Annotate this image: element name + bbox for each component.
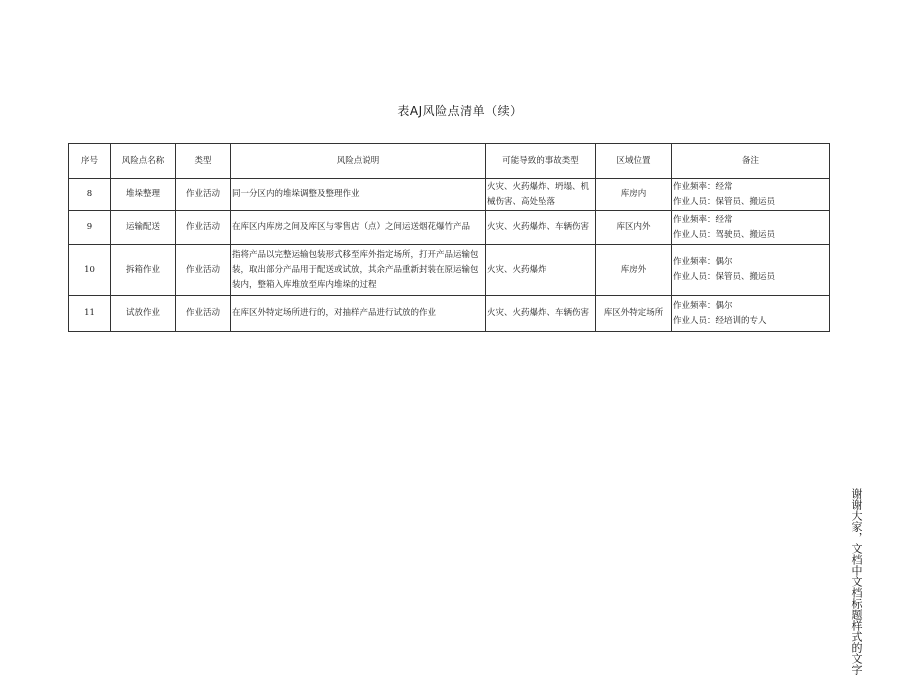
cell-remark [672,245,830,296]
cell-desc: 同一分区内的堆垛调整及整理作业 [231,179,486,211]
header-desc: 风险点说明 [231,144,486,179]
remark-frequency: 作业频率：偶尔 [673,300,733,311]
cell-hazard: 火灾、火药爆炸、车辆伤害 [486,211,596,245]
remark-personnel: 作业人员：驾驶员、搬运员 [673,229,776,240]
cell-name: 堆垛整理 [111,179,176,211]
remark-personnel: 作业人员：经培训的专人 [673,315,767,326]
cell-type: 作业活动 [176,296,231,332]
cell-type: 作业活动 [176,211,231,245]
cell-seq: 9 [69,211,111,245]
cell-type: 作业活动 [176,179,231,211]
cell-remark [672,211,830,245]
header-area: 区域位置 [596,144,672,179]
cell-name: 拆箱作业 [111,245,176,296]
cell-remark [672,296,830,332]
cell-area: 库房内 [596,179,672,211]
page-title: 表AJ风险点清单（续） [397,104,523,118]
cell-hazard: 火灾、火药爆炸、车辆伤害 [486,296,596,332]
risk-point-table [68,143,830,332]
remark-personnel: 作业人员：保管员、搬运员 [673,272,776,282]
table-header-row [69,144,830,179]
cell-desc: 指将产品以完整运输包装形式移至库外指定场所，打开产品运输包装，取出部分产品用于配送或试放，其余产品重新封装在原运输包装内，整箱入库堆放至库内堆垛的过程 [231,245,486,296]
cell-area: 库房外 [596,245,672,296]
remark-frequency: 作业频率：经常 [673,214,733,225]
table-row [69,179,830,211]
cell-desc: 在库区外特定场所进行的，对抽样产品进行试放的作业 [231,296,486,332]
cell-hazard: 火灾、火药爆炸 [486,245,596,296]
side-caption-text: 谢谢大家，文档中文档标题样式的文字 [850,488,863,675]
remark-frequency: 作业频率：偶尔 [673,257,733,267]
header-seq: 序号 [69,144,111,179]
cell-seq: 8 [69,179,111,211]
cell-name: 试放作业 [111,296,176,332]
table-row [69,245,830,296]
header-hazard: 可能导致的事故类型 [486,144,596,179]
cell-area: 库区外特定场所 [596,296,672,332]
table-row [69,296,830,332]
cell-hazard: 火灾、火药爆炸、坍塌、机械伤害、高处坠落 [486,179,596,211]
header-name: 风险点名称 [111,144,176,179]
cell-name: 运输配送 [111,211,176,245]
cell-area: 库区内外 [596,211,672,245]
header-type: 类型 [176,144,231,179]
remark-frequency: 作业频率：经常 [673,181,733,192]
cell-desc: 在库区内库房之间及库区与零售店（点）之间运送烟花爆竹产品 [231,211,486,245]
table-row [69,211,830,245]
cell-seq: 10 [69,245,111,296]
remark-personnel: 作业人员：保管员、搬运员 [673,196,776,207]
cell-remark [672,179,830,211]
cell-seq: 11 [69,296,111,332]
header-remark: 备注 [672,144,830,179]
cell-type: 作业活动 [176,245,231,296]
